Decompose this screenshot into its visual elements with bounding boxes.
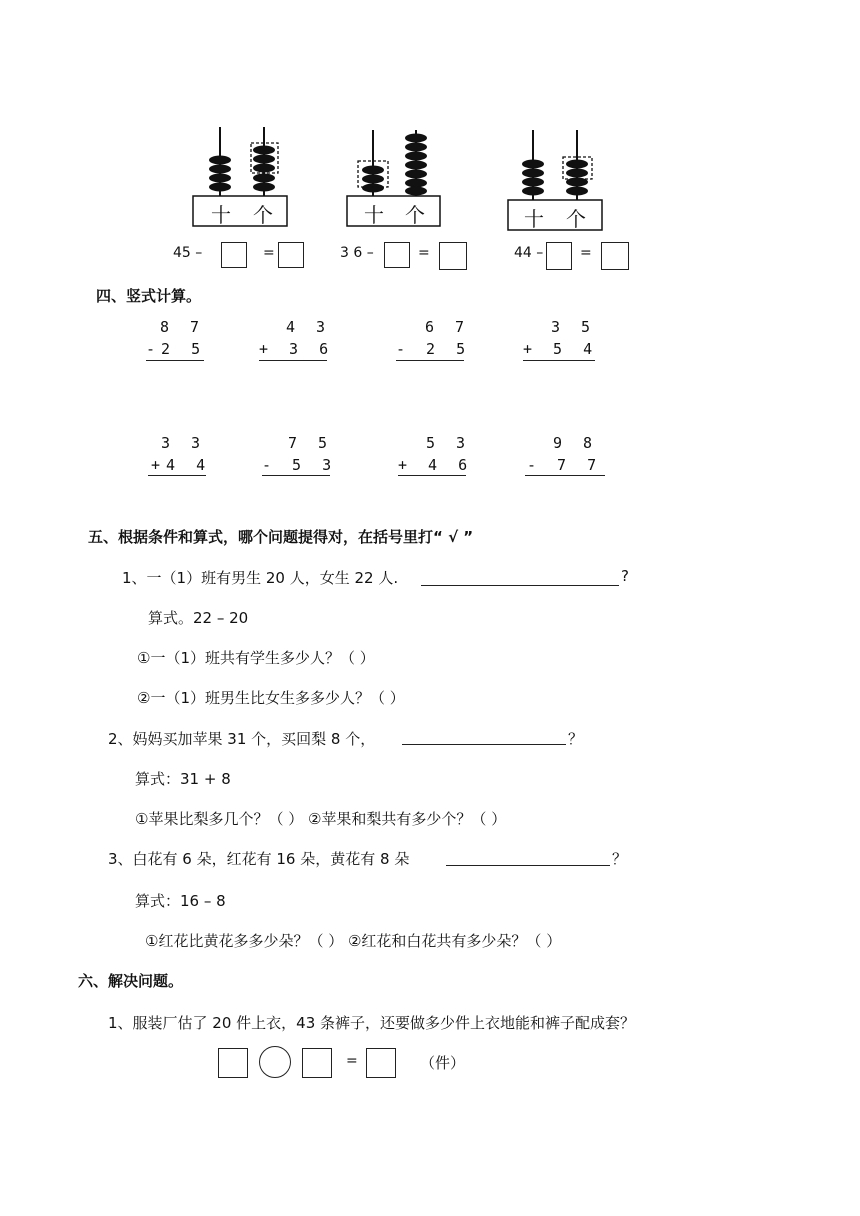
equals-sign: = <box>580 245 592 261</box>
vertical-problem-bottom: - 5 3 <box>262 456 338 474</box>
vertical-problem-bottom: -2 5 <box>146 340 207 358</box>
vertical-problem-rule <box>525 475 605 476</box>
answer-blank[interactable] <box>421 585 619 586</box>
abacus-label-ones: 个 <box>405 203 425 227</box>
answer-box[interactable] <box>601 242 629 270</box>
vertical-problem-bottom: + 4 6 <box>398 456 474 474</box>
section-5-title: 五、根据条件和算式，哪个问题提得对，在括号里打“ √ ” <box>88 528 474 546</box>
unit-label: （件） <box>420 1054 466 1072</box>
q3-condition: 3、白花有 6 朵，红花有 16 朵，黄花有 8 朵 <box>108 850 410 868</box>
vertical-problem-top: 3 5 <box>551 318 597 336</box>
q1-option-2[interactable]: ②一（1）班男生比女生多多少人？（ ） <box>137 689 405 707</box>
vertical-problem-top: 8 7 <box>160 318 206 336</box>
q1-option-1[interactable]: ①一（1）班共有学生多少人？（ ） <box>137 649 375 667</box>
vertical-problem-top: 7 5 <box>288 434 334 452</box>
vertical-problem-top: 3 3 <box>161 434 207 452</box>
abacus-2 <box>347 130 440 226</box>
answer-box[interactable] <box>546 242 572 270</box>
operator-circle[interactable] <box>259 1046 291 1078</box>
q3-options[interactable]: ①红花比黄花多多少朵？（ ） ②红花和白花共有多少朵？（ ） <box>145 932 562 950</box>
abacus-3 <box>508 130 602 230</box>
question-mark: ？ <box>568 730 584 748</box>
abacus-label-ones: 个 <box>253 203 273 227</box>
q1-condition: 1、一（1）班有男生 20 人，女生 22 人. <box>122 569 399 587</box>
vertical-problem-bottom: - 2 5 <box>396 340 472 358</box>
abacus-label-tens: 十 <box>211 203 231 227</box>
abacus-eq-2-minuend: 3 6 – <box>340 245 374 261</box>
section-4-title: 四、竖式计算。 <box>96 287 202 305</box>
vertical-problem-top: 9 8 <box>553 434 599 452</box>
vertical-problem-rule <box>259 360 327 361</box>
vertical-problem-bottom: +4 4 <box>151 456 212 474</box>
abacus-label-ones: 个 <box>566 207 586 231</box>
vertical-problem-top: 6 7 <box>425 318 471 336</box>
answer-blank[interactable] <box>446 865 610 866</box>
vertical-problem-bottom: - 7 7 <box>527 456 603 474</box>
abacus-label-tens: 十 <box>524 207 544 231</box>
question-mark: ？ <box>612 850 628 868</box>
answer-box[interactable] <box>218 1048 248 1078</box>
answer-box[interactable] <box>439 242 467 270</box>
vertical-problem-top: 4 3 <box>286 318 332 336</box>
vertical-problem-rule <box>146 360 204 361</box>
vertical-problem-rule <box>398 475 466 476</box>
q2-options[interactable]: ①苹果比梨多几个？（ ） ②苹果和梨共有多少个？（ ） <box>135 810 507 828</box>
q2-formula: 算式：31 + 8 <box>135 770 231 788</box>
answer-box[interactable] <box>384 242 410 268</box>
vertical-problem-bottom: + 5 4 <box>523 340 599 358</box>
abacus-eq-3-minuend: 44 – <box>514 245 544 261</box>
answer-box[interactable] <box>366 1048 396 1078</box>
vertical-problem-rule <box>262 475 330 476</box>
answer-blank[interactable] <box>402 744 566 745</box>
vertical-problem-rule <box>523 360 595 361</box>
equals-sign: = <box>418 245 430 261</box>
answer-box[interactable] <box>278 242 304 268</box>
q2-condition: 2、妈妈买加苹果 31 个，买回梨 8 个， <box>108 730 376 748</box>
q1-formula: 算式。22 – 20 <box>148 609 249 627</box>
vertical-problem-top: 5 3 <box>426 434 472 452</box>
vertical-problem-bottom: + 3 6 <box>259 340 335 358</box>
abacus-label-tens: 十 <box>364 203 384 227</box>
q3-formula: 算式：16 – 8 <box>135 892 226 910</box>
equals-sign: = <box>346 1053 358 1069</box>
question-mark: ? <box>621 567 629 585</box>
vertical-problem-rule <box>396 360 464 361</box>
answer-box[interactable] <box>302 1048 332 1078</box>
answer-box[interactable] <box>221 242 247 268</box>
s6-q1-text: 1、服装厂估了 20 件上衣，43 条裤子，还要做多少件上衣地能和裤子配成套？ <box>108 1014 636 1032</box>
abacus-eq-1-minuend: 45 – <box>173 245 203 261</box>
equals-sign: = <box>263 245 275 261</box>
abacus-figures <box>0 0 860 240</box>
section-6-title: 六、解决问题。 <box>78 972 184 990</box>
vertical-problem-rule <box>148 475 206 476</box>
